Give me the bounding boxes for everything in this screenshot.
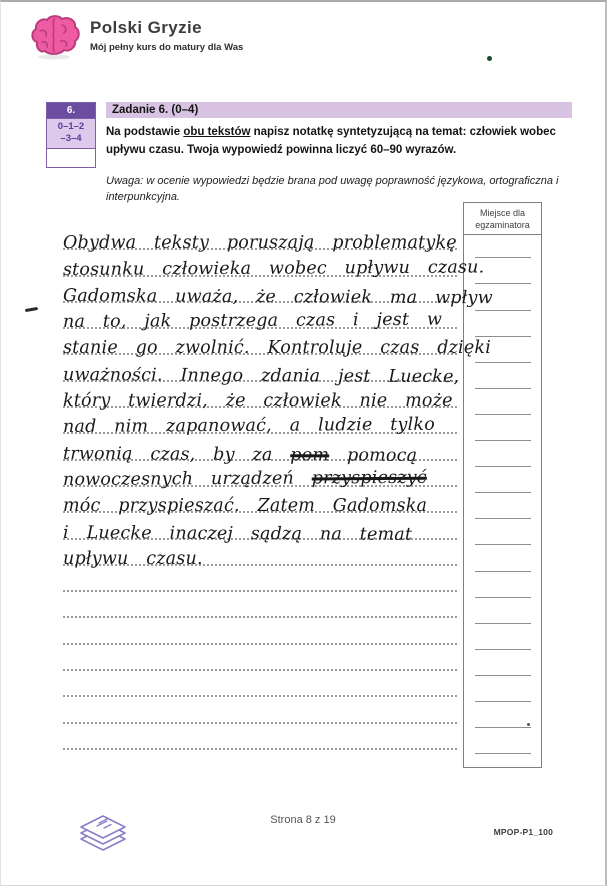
examiner-score-line — [464, 315, 541, 341]
examiner-score-line — [464, 576, 541, 602]
answer-line — [63, 513, 457, 545]
brand-text — [90, 12, 243, 53]
task-body — [106, 124, 572, 160]
stacked-papers-icon — [75, 804, 131, 863]
answer-line — [63, 434, 457, 466]
examiner-score-line — [464, 471, 541, 497]
examiner-score-line — [464, 628, 541, 654]
ink-dot-artifact — [527, 723, 530, 726]
brand-subtitle: Mój pełny kurs do matury dla Was — [90, 42, 244, 53]
task-body-prefix: Na podstawie — [106, 126, 184, 138]
handwritten-text: upływu czasu. — [63, 548, 203, 569]
struck-word: przyspieszyć — [311, 467, 427, 489]
answer-line — [63, 224, 457, 254]
points-row-2: –3–4 — [60, 133, 82, 144]
task-note: Uwaga: w ocenie wypowiedzi będzie brana pod uwagę poprawność językowa, ortograficzna i interpunkcyjna. — [106, 174, 559, 204]
struck-word: pom — [290, 444, 330, 466]
examiner-score-lines — [464, 235, 541, 758]
form-code-label: MPOP-P1_100 — [493, 827, 553, 837]
answer-line — [63, 697, 457, 723]
answer-line — [63, 592, 457, 618]
examiner-score-line — [464, 497, 541, 523]
handwritten-text: który twierdzi, że człowiek nie może — [63, 391, 453, 412]
pencil-dash-artifact — [25, 307, 38, 312]
examiner-score-line — [464, 419, 541, 445]
examiner-score-line — [464, 445, 541, 471]
examiner-score-line — [464, 549, 541, 575]
handwritten-text: i Luecke inaczej sądzą na temat — [63, 522, 413, 545]
examiner-score-line — [464, 367, 541, 393]
handwritten-text: trwonią czas, by za pom pomocą — [63, 443, 418, 466]
answer-line — [62, 303, 457, 333]
answer-line — [63, 724, 457, 750]
answer-line — [63, 329, 491, 359]
examiner-box — [463, 202, 542, 768]
examiner-score-line — [464, 680, 541, 706]
answer-line — [62, 408, 457, 438]
handwritten-text: Obydwa teksty poruszają problematykę — [63, 233, 457, 254]
examiner-score-line — [464, 602, 541, 628]
handwritten-text: Gadomska uważa, że człowiek ma wpływ — [63, 285, 493, 309]
task-body-suffix: napisz notatkę syntetyzującą na temat: człowiek wobec upływu czasu. Twoja wypowiedź powinna liczyć 60–90 wyrazów. — [106, 126, 556, 156]
answer-line — [63, 540, 457, 569]
handwritten-text: nad nim zapanować, a ludzie tylko — [62, 415, 435, 438]
handwritten-text: uważności. Innego zdania jest Luecke, — [63, 364, 460, 387]
handwritten-text: stosunku człowieka wobec upływu czasu. — [62, 257, 485, 280]
answer-line — [63, 645, 457, 671]
score-margin-box — [46, 102, 96, 168]
examiner-score-line — [464, 523, 541, 549]
examiner-score-line — [464, 393, 541, 419]
brand-header — [27, 12, 243, 65]
handwritten-text: nowoczesnych urządzeń przyspieszyć — [62, 467, 427, 490]
examiner-score-line — [464, 706, 541, 732]
answer-line — [63, 277, 493, 309]
answer-line — [63, 618, 457, 644]
ink-dot-artifact — [487, 56, 492, 61]
examiner-score-line — [464, 732, 541, 758]
answer-line — [63, 382, 457, 412]
answer-line — [63, 671, 457, 697]
task-body-underlined: obu tekstów — [183, 126, 251, 138]
task-number-cell: 6. — [47, 103, 95, 119]
answer-line — [62, 250, 485, 280]
handwritten-text: stanie go zwolnić. Kontroluje czas dzięki — [63, 338, 491, 359]
task-content — [106, 102, 572, 206]
handwritten-text: na to, jak postrzega czas i jest w — [62, 309, 443, 333]
examiner-score-line — [464, 654, 541, 680]
brand-title: Polski Gryzie — [90, 18, 202, 37]
page-number-label: Strona 8 z 19 — [270, 814, 336, 826]
answer-line — [63, 566, 457, 592]
answer-line — [63, 487, 457, 517]
examiner-box-title: Miejsce dla egzaminatora — [464, 203, 541, 235]
handwritten-text: móc przyspieszać. Zatem Gadomska — [63, 496, 428, 517]
answer-area — [62, 224, 493, 750]
points-row-1: 0–1–2 — [57, 121, 85, 132]
points-scale-cell — [47, 119, 95, 149]
brain-icon — [27, 12, 81, 65]
task-header: Zadanie 6. (0–4) — [106, 102, 572, 118]
answer-line — [63, 355, 460, 387]
answer-line — [62, 461, 457, 490]
